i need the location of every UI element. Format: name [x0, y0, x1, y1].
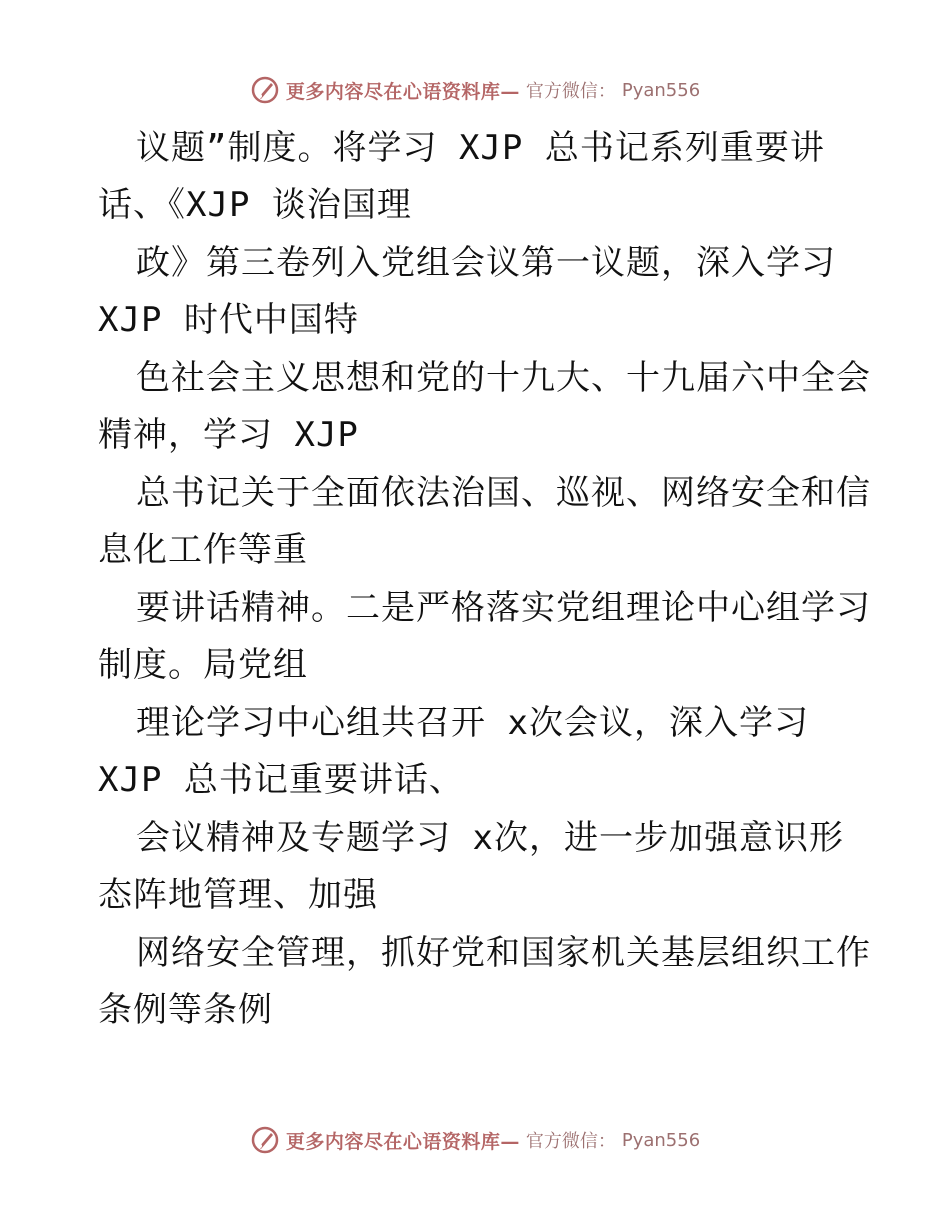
body-line-10: 制度。局党组	[98, 645, 308, 685]
body-line-16: 条例等条例	[98, 990, 273, 1030]
body-line-8: 息化工作等重	[98, 530, 308, 570]
quill-seal-icon	[250, 1125, 280, 1155]
body-line-2: 话、《XJP 谈治国理	[98, 185, 412, 225]
header-wechat-label: 官方微信：	[525, 81, 616, 102]
body-line-4: XJP 时代中国特	[98, 300, 359, 340]
header-banner-text: 更多内容尽在心语资料库—	[285, 80, 520, 103]
body-line-7: 总书记关于全面依法治国、巡视、网络安全和信	[136, 473, 871, 513]
footer-banner-text: 更多内容尽在心语资料库—	[285, 1130, 520, 1153]
body-line-3: 政》第三卷列入党组会议第一议题，深入学习	[136, 243, 836, 283]
body-line-13: 会议精神及专题学习 x次，进一步加强意识形	[136, 818, 844, 858]
body-line-11: 理论学习中心组共召开 x次会议，深入学习	[136, 703, 809, 743]
quill-seal-icon	[250, 75, 280, 105]
header-wechat-id: Pyan556	[621, 79, 701, 101]
footer-wechat-label: 官方微信：	[525, 1131, 616, 1152]
footer-banner	[0, 1120, 950, 1160]
body-line-6: 精神，学习 XJP	[98, 415, 359, 455]
body-line-15: 网络安全管理，抓好党和国家机关基层组织工作	[136, 933, 871, 973]
body-line-9: 要讲话精神。二是严格落实党组理论中心组学习	[136, 588, 871, 628]
body-line-1: 议题”制度。将学习 XJP 总书记系列重要讲	[136, 128, 825, 168]
header-banner	[0, 70, 950, 110]
body-line-14: 态阵地管理、加强	[98, 875, 378, 915]
footer-wechat-id: Pyan556	[621, 1129, 701, 1151]
body-line-12: XJP 总书记重要讲话、	[98, 760, 464, 800]
body-line-5: 色社会主义思想和党的十九大、十九届六中全会	[136, 358, 871, 398]
